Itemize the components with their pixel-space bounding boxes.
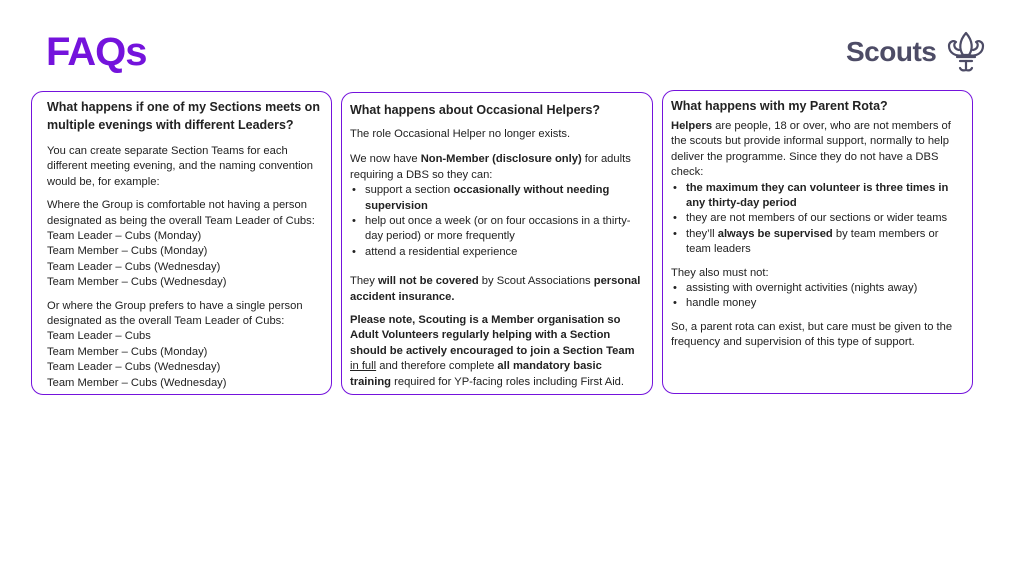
faq-paragraph: [350, 313, 644, 390]
team-list: [47, 229, 323, 291]
text-run-bold: Please note, Scouting is a Member organisation so Adult Volunteers regularly helping with a Section should be actively encouraged to join a Section Team: [350, 314, 635, 357]
team-list-item: Team Member – Cubs (Monday): [47, 245, 208, 258]
text-run: They: [350, 275, 378, 288]
text-run: they’ll: [686, 227, 718, 240]
team-list-item: Team Leader – Cubs (Wednesday): [47, 361, 221, 374]
text-run-bold: the maximum they can volunteer is three times in any thirty-day period: [686, 181, 949, 210]
bullet-item: • attend a residential experience: [350, 245, 644, 260]
faq-paragraph: [350, 274, 644, 305]
bullet-item: • help out once a week (or on four occasions in a thirty-day period) or more frequently: [350, 214, 644, 245]
team-list-item: Team Member – Cubs (Monday): [47, 345, 208, 358]
text-run: support a section: [365, 184, 454, 197]
bullet-list: [350, 183, 644, 260]
text-run-bold: always be supervised: [717, 227, 833, 240]
team-list-item: Team Leader – Cubs (Wednesday): [47, 260, 221, 273]
text-run: for adults requiring a DBS so they can:: [350, 153, 631, 181]
faq-question: What happens if one of my Sections meets on multiple evenings with different Leaders?: [47, 100, 320, 132]
faq-question: What happens with my Parent Rota?: [671, 99, 888, 113]
faq-card-occasional-helpers: [341, 92, 653, 395]
bullet-item: [350, 183, 644, 214]
text-run: We now have: [350, 153, 421, 166]
text-run-bold: personal accident insurance.: [350, 275, 641, 303]
bullet-item: [671, 227, 964, 258]
text-run-underline: in full: [350, 360, 377, 373]
text-run: by Scout Associations: [478, 275, 594, 288]
faq-paragraph: [671, 119, 964, 181]
scouts-logo: [846, 28, 996, 76]
team-list-item: Team Member – Cubs (Wednesday): [47, 276, 227, 289]
page-title: FAQs: [46, 30, 147, 74]
team-list-item: Team Leader – Cubs (Monday): [47, 230, 202, 243]
bullet-list: [671, 181, 964, 258]
logo-text: Scouts: [846, 36, 937, 67]
bullet-item: • they are not members of our sections or wider teams: [671, 211, 964, 226]
bullet-item: [671, 181, 964, 212]
text-run: and therefore complete: [376, 360, 498, 373]
faq-question: What happens about Occasional Helpers?: [350, 103, 601, 117]
faq-paragraph: They also must not:: [671, 266, 769, 279]
team-list-item: Team Leader – Cubs: [47, 330, 151, 343]
faq-paragraph: Where the Group is comfortable not having a person designated as being the overall Team Leader of Cubs:: [47, 199, 315, 227]
bullet-item: • handle money: [671, 296, 964, 311]
faq-card-parent-rota: [662, 90, 973, 394]
fleur-de-lis-icon: [944, 30, 988, 74]
text-run-bold: all mandatory basic training: [350, 360, 602, 388]
faq-card-sections: [31, 91, 332, 395]
bullet-list: [671, 281, 964, 312]
text-run-bold: will not be covered: [377, 275, 479, 288]
team-list: [47, 329, 323, 391]
text-run: are people, 18 or over, who are not members of the scouts but provide informal support, normally to help deliver the programme. Since they do not have a DBS check:: [671, 120, 951, 179]
faq-paragraph: The role Occasional Helper no longer exists.: [350, 128, 571, 140]
text-run-bold: occasionally without needing supervision: [365, 184, 610, 212]
faq-paragraph: Or where the Group prefers to have a single person designated as the overall Team Leader of Cubs:: [47, 299, 303, 328]
faq-paragraph: [350, 152, 644, 183]
text-run: required for YP-facing roles including First Aid.: [391, 375, 625, 388]
team-list-item: Team Member – Cubs (Wednesday): [47, 376, 227, 389]
text-run-bold: Non-Member (disclosure only): [420, 153, 582, 166]
bullet-item: • assisting with overnight activities (nights away): [671, 281, 964, 296]
faq-paragraph: So, a parent rota can exist, but care must be given to the frequency and supervision of this type of support.: [671, 320, 953, 349]
faq-intro: You can create separate Section Teams for each different meeting evening, and the naming convention would be, for example:: [47, 145, 313, 188]
text-run-bold: Helpers: [671, 120, 713, 132]
text-run: by team members or team leaders: [686, 227, 939, 256]
